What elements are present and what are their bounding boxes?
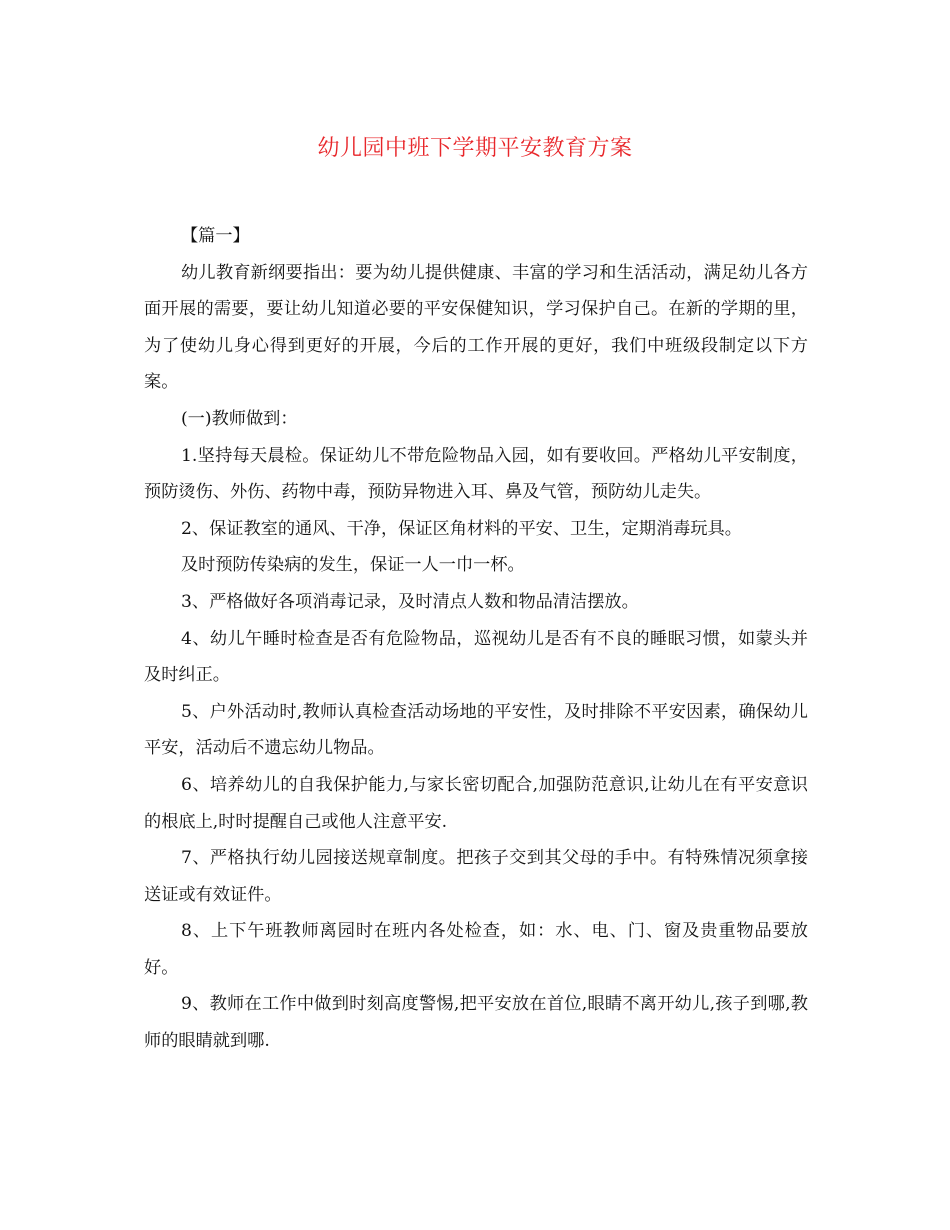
section-label: 【篇一】: [180, 226, 250, 246]
document-body: [144, 218, 808, 1060]
paragraph-item-7: 7、严格执行幼儿园接送规章制度。把孩子交到其父母的手中。有特殊情况须拿接送证或有效证件。: [144, 848, 808, 905]
paragraph-item-9: 9、教师在工作中做到时刻高度警惕,把平安放在首位,眼睛不离开幼儿,孩子到哪,教师的眼睛就到哪.: [144, 994, 808, 1052]
paragraph-item-5: 5、户外活动时,教师认真检查活动场地的平安性，及时排除不平安因素，确保幼儿平安，活动后不遗忘幼儿物品。: [144, 701, 808, 759]
paragraph-item-2: 2、保证教室的通风、干净，保证区角材料的平安、卫生，定期消毒玩具。: [180, 518, 742, 539]
paragraph-intro: 幼儿教育新纲要指出：要为幼儿提供健康、丰富的学习和生活活动，满足幼儿各方面开展的需要，要让幼儿知道必要的平安保健知识，学习保护自己。在新的学期的里，为了使幼儿身心得到更好的开展，今后的工作开展的更好，我们中班级段制定以下方案。: [144, 262, 808, 393]
paragraph-item-1: 1.坚持每天晨检。保证幼儿不带危险物品入园，如有要收回。严格幼儿平安制度，预防烫伤、外伤、药物中毒，预防异物进入耳、鼻及气管，预防幼儿走失。: [144, 445, 808, 503]
paragraph-item-3: 3、严格做好各项消毒记录，及时清点人数和物品清洁摆放。: [180, 591, 639, 612]
document-title: 幼儿园中班下学期平安教育方案: [317, 136, 633, 161]
paragraph-item-8: 8、上下午班教师离园时在班内各处检查，如：水、电、门、窗及贵重物品要放好。: [144, 921, 808, 978]
paragraph-item-2-continued: 及时预防传染病的发生，保证一人一巾一杯。: [180, 555, 525, 576]
paragraph-item-4: 4、幼儿午睡时检查是否有危险物品，巡视幼儿是否有不良的睡眠习惯，如蒙头并及时纠正。: [144, 628, 808, 686]
paragraph-item-6: 6、培养幼儿的自我保护能力,与家长密切配合,加强防范意识,让幼儿在有平安意识的根底上,时时提醒自己或他人注意平安.: [144, 774, 808, 832]
paragraph-heading-teachers: (一)教师做到：: [180, 408, 298, 429]
